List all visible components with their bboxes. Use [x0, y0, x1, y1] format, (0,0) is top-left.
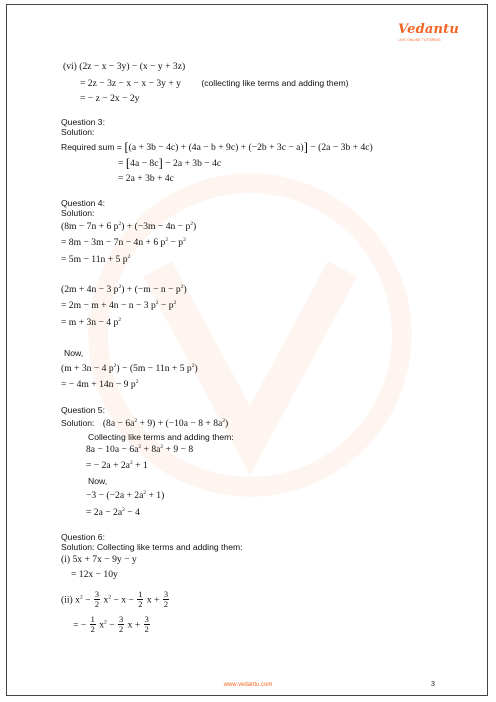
logo-tagline: LIVE ONLINE TUTORING — [398, 38, 441, 42]
q5-heading: Question 5: — [61, 405, 105, 415]
page-number: 3 — [431, 681, 435, 688]
q5-line-6: = $2a - 2a^2 - 4$ — [86, 507, 140, 518]
q6-part-ii-label: (ii) — [61, 594, 73, 606]
q6-i-line-1 — [61, 555, 137, 565]
q4-b-line-3: = m + 3n − 4 $p^2$ — [61, 317, 122, 328]
fraction-3-over-2: $\frac{3}{2}$ — [119, 615, 124, 634]
q2vi-expr-1: (2z − x − 3y) − (x − y + 3z) — [79, 61, 186, 72]
q3-required-sum-label: Required sum = — [61, 142, 122, 152]
footer-url: www.vedantu.com — [223, 682, 273, 688]
q2vi-line-1 — [63, 62, 185, 72]
q4-a-line-1: (8m − 7n + 6 $p^2) + (-3m - 4n - p^2)$ — [61, 221, 197, 232]
q5-now-label: Now, — [88, 476, 108, 486]
fraction-3-over-2: $\frac{3}{2}$ — [163, 590, 169, 609]
q3-heading: Question 3: — [61, 117, 105, 127]
q4-c-line-1: (m + 3n − 4 $p^2) - (5m - 11n + 5$ $p^2$) — [61, 363, 198, 374]
q3-line-3: = 2a + 3b + 4c — [118, 173, 174, 184]
q2vi-label: (vi) — [63, 61, 77, 72]
q4-b-line-2: = 2m − m + 4n − n − 3 $p^2 - p^2$ — [61, 300, 177, 311]
q2vi-line-2 — [80, 78, 348, 89]
q6-i-expr: 5x + 7x − 9y − y — [72, 554, 137, 565]
q4-solution-label: Solution: — [61, 208, 95, 218]
q4-now-label: Now, — [64, 348, 84, 358]
vedantu-logo — [398, 22, 459, 48]
q6-solution-label: Solution: Collecting like terms and adding them: — [61, 542, 243, 552]
q3-sum-terms: (a + 3b − 4c) + (4a − b + 9c) + (−2b + 3c − a) — [128, 142, 304, 153]
fraction-3-over-2: $\frac{3}{2}$ — [144, 615, 149, 634]
q2vi-note: (collecting like terms and adding them) — [201, 78, 349, 88]
q3-simplified-bracket: 4a − 8c — [130, 158, 159, 169]
fraction-1-over-2: $\frac{1}{2}$ — [90, 615, 95, 634]
q4-a-line-2: = 8m − 3m − 7n − 4n + 6 $p^2 - p^2$ — [61, 237, 186, 248]
q6-i-line-2: = 12x − 10y — [71, 569, 118, 580]
q3-subtracted-term: − (2a − 3b + 4c) — [310, 142, 373, 153]
q3-line-2: = [4a − 8c] − 2a + 3b − 4c — [118, 155, 222, 170]
q5-line-5: $-3 - (-2a + 2a^2 + 1)$ — [86, 490, 165, 501]
q3-solution-label: Solution: — [61, 127, 95, 137]
q5-note: Collecting like terms and adding them: — [88, 432, 234, 442]
fraction-1-over-2: $\frac{1}{2}$ — [138, 590, 143, 609]
q5-line-2: $8a - 10a - 6a^2 + 8a^2 + 9 - 8$ — [86, 444, 194, 455]
q4-c-line-2: = − 4m + 14n − 9 $p^2$ — [61, 379, 139, 390]
q6-ii-line-1: (ii) $x^2$ − $\frac{3}{2}$ $x^2 - x$ − $\frac{1}{2}$ x + $\frac{3}{2}$ — [61, 590, 169, 609]
q4-a-line-3: = 5m − 11n + 5 $p^2$ — [61, 254, 131, 265]
q3-line-1: Required sum = [(a + 3b − 4c) + (4a − b + 9c) + (−2b + 3c − a)] − (2a − 3b + 4c) — [61, 139, 373, 154]
q6-heading: Question 6: — [61, 532, 105, 542]
q5-line-1: Solution: $(8a - 6a^2 + 9) + (-10a - 8 + 8a^2)$ — [61, 418, 229, 429]
logo-brand: Vedantu — [398, 22, 459, 37]
q6-part-i-label: (i) — [61, 554, 71, 565]
q6-ii-line-2: = − $\frac{1}{2}$ $x^2$ − $\frac{3}{2}$ x + $\frac{3}{2}$ — [73, 615, 149, 634]
q4-b-line-1: (2m + 4n − 3 $p^2) + (-m - n - p^2)$ — [61, 284, 187, 295]
q5-line-3: = − $2a + 2a^2 + 1$ — [86, 460, 148, 471]
q3-simplified-rest: − 2a + 3b − 4c — [165, 158, 222, 169]
q5-solution-label: Solution: — [61, 418, 95, 428]
q2vi-expr-2: = 2z − 3z − x − x − 3y + y — [80, 78, 181, 89]
q2vi-line-3: = − z − 2x − 2y — [80, 93, 140, 104]
fraction-3-over-2: $\frac{3}{2}$ — [94, 590, 100, 609]
q4-heading: Question 4: — [61, 198, 105, 208]
